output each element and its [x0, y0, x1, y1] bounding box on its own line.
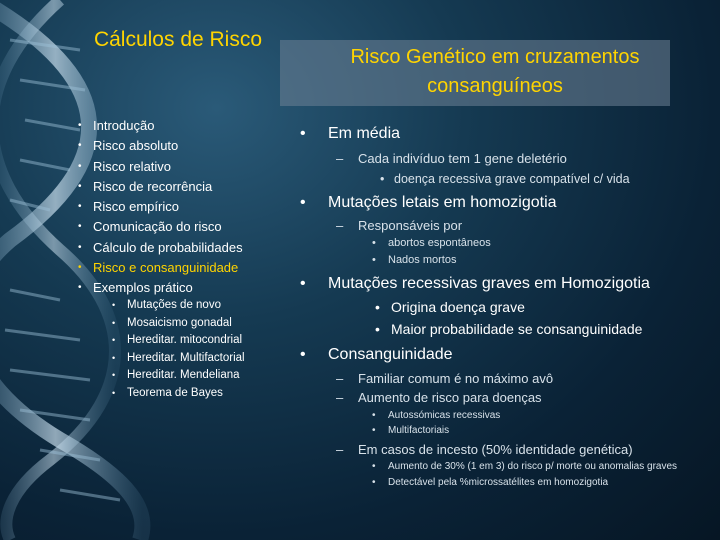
page-title: Risco Genético em cruzamentos consanguíneos [350, 46, 640, 97]
bullet-icon: • [380, 172, 385, 186]
sidebar-subitem-label: Hereditar. mitocondrial [127, 334, 243, 346]
sub-bullet [336, 371, 553, 386]
dash-icon: – [336, 371, 344, 386]
bullet-mutacoes-letais [300, 194, 557, 212]
bullet-icon: • [112, 300, 116, 310]
sidebar-subitem-label: Mutações de novo [127, 299, 221, 311]
sub-bullet [336, 390, 542, 405]
sub-sub-bullet [372, 425, 449, 436]
sub-sub-bullet-label: doença recessiva grave compatível c/ vida [394, 172, 630, 186]
sub-sub-bullet-label: Aumento de 30% (1 em 3) do risco p/ morte ou anomalias graves [388, 461, 678, 472]
sidebar-item-label: Comunicação do risco [93, 219, 222, 235]
sidebar-item-label: Risco de recorrência [93, 178, 213, 194]
bullet-icon: • [78, 221, 82, 233]
sidebar-item-label: Risco absoluto [93, 138, 179, 154]
sub-sub-bullet [372, 254, 456, 266]
main-content [300, 0, 715, 540]
sidebar-item-introducao[interactable] [78, 116, 278, 136]
sidebar-item-label: Cálculo de probabilidades [93, 239, 243, 255]
bullet-label: Em média [328, 125, 401, 142]
sidebar-item-consanguinidade[interactable] [78, 258, 278, 278]
sidebar-subitem-label: Hereditar. Multifactorial [127, 351, 245, 364]
bullet-icon: • [112, 387, 116, 398]
bullet-icon: • [375, 299, 380, 315]
bullet-icon: • [300, 346, 306, 363]
bullet-em-media [300, 125, 400, 143]
sub-bullet-label: Familiar comum é no máximo avô [358, 371, 554, 386]
sidebar-subitem[interactable] [112, 385, 282, 403]
bullet-icon: • [112, 370, 116, 380]
bullet-icon: • [112, 317, 116, 328]
sub-bullet-label: Maior probabilidade se consanguinidade [391, 321, 643, 337]
bullet-icon: • [78, 241, 82, 253]
sidebar-subitem[interactable] [112, 332, 282, 350]
bullet-icon: • [78, 262, 82, 274]
sub-sub-bullet [372, 410, 500, 421]
bullet-icon: • [78, 160, 82, 172]
bullet-icon: • [78, 282, 82, 294]
sidebar-item-label: Risco e consanguinidade [93, 260, 239, 276]
sidebar-nav [78, 116, 278, 299]
sidebar-subitem-label: Hereditar. Mendeliana [127, 369, 240, 381]
sidebar-item-risco-empirico[interactable] [78, 197, 278, 217]
bullet-icon: • [375, 321, 380, 337]
bullet-icon: • [78, 120, 82, 131]
sidebar-subitem[interactable] [112, 367, 282, 385]
bullet-consanguinidade [300, 346, 453, 364]
bullet-icon: • [300, 194, 306, 211]
sub-bullet [375, 299, 525, 315]
sub-bullet-label: Em casos de incesto (50% identidade genética) [358, 442, 633, 457]
sub-sub-bullet-label: Detectável pela %microssatélites em homozigotia [388, 477, 609, 488]
sub-bullet [336, 442, 633, 457]
bullet-icon: • [78, 180, 82, 192]
sub-bullet [375, 321, 642, 337]
sidebar-subnav [112, 297, 282, 402]
sidebar-item-risco-relativo[interactable] [78, 157, 278, 177]
sidebar-item-risco-absoluto[interactable] [78, 136, 278, 156]
sidebar-item-label: Introdução [93, 118, 155, 133]
sidebar-item-calculo[interactable] [78, 238, 278, 258]
sub-sub-bullet-label: Nados mortos [388, 254, 457, 266]
sidebar-subitem-label: Mosaicismo gonadal [127, 316, 232, 329]
sub-sub-bullet [372, 477, 608, 488]
sub-sub-bullet-label: Multifactoriais [388, 425, 450, 436]
bullet-icon: • [372, 237, 376, 249]
sub-bullet-label: Responsáveis por [358, 218, 463, 233]
dash-icon: – [336, 151, 344, 166]
sidebar-subitem[interactable] [112, 315, 282, 333]
sub-sub-bullet-label: Autossómicas recessivas [388, 410, 501, 421]
sub-bullet [336, 151, 567, 166]
bullet-label: Mutações recessivas graves em Homozigotia [328, 275, 650, 292]
dash-icon: – [336, 218, 344, 233]
sidebar-subitem[interactable] [112, 297, 282, 315]
sub-bullet [336, 218, 462, 233]
sub-bullet-label: Cada indivíduo tem 1 gene deletério [358, 151, 567, 166]
sidebar-item-label: Exemplos prático [93, 280, 193, 296]
dash-icon: – [336, 390, 344, 405]
sidebar-item-label: Risco relativo [93, 158, 172, 174]
sub-sub-bullet [372, 237, 491, 249]
bullet-icon: • [300, 125, 306, 142]
bullet-icon: • [112, 335, 116, 345]
sidebar-subitem[interactable] [112, 350, 282, 368]
sub-bullet-label: Aumento de risco para doenças [358, 390, 542, 405]
bullet-icon: • [372, 410, 376, 421]
sidebar-title: Cálculos de Risco [93, 28, 263, 51]
bullet-label: Consanguinidade [328, 346, 453, 363]
bullet-icon: • [372, 425, 376, 436]
bullet-icon: • [78, 201, 82, 213]
sub-sub-bullet [372, 461, 677, 472]
bullet-icon: • [372, 254, 376, 266]
bullet-mutacoes-recessivas [300, 275, 650, 293]
sub-sub-bullet-label: abortos espontâneos [388, 237, 491, 249]
sub-sub-bullet [380, 172, 630, 186]
sidebar-item-exemplos[interactable] [78, 278, 278, 298]
sidebar-item-label: Risco empírico [93, 199, 179, 215]
sidebar-item-comunicacao[interactable] [78, 217, 278, 237]
bullet-icon: • [112, 352, 116, 363]
bullet-label: Mutações letais em homozigotia [328, 194, 557, 211]
dash-icon: – [336, 442, 344, 457]
bullet-icon: • [372, 477, 376, 488]
bullet-icon: • [300, 275, 306, 292]
sidebar-subitem-label: Teorema de Bayes [127, 386, 223, 399]
bullet-icon: • [78, 140, 82, 152]
bullet-icon: • [372, 461, 376, 472]
sub-bullet-label: Origina doença grave [391, 299, 525, 315]
sidebar-item-risco-recorrencia[interactable] [78, 177, 278, 197]
